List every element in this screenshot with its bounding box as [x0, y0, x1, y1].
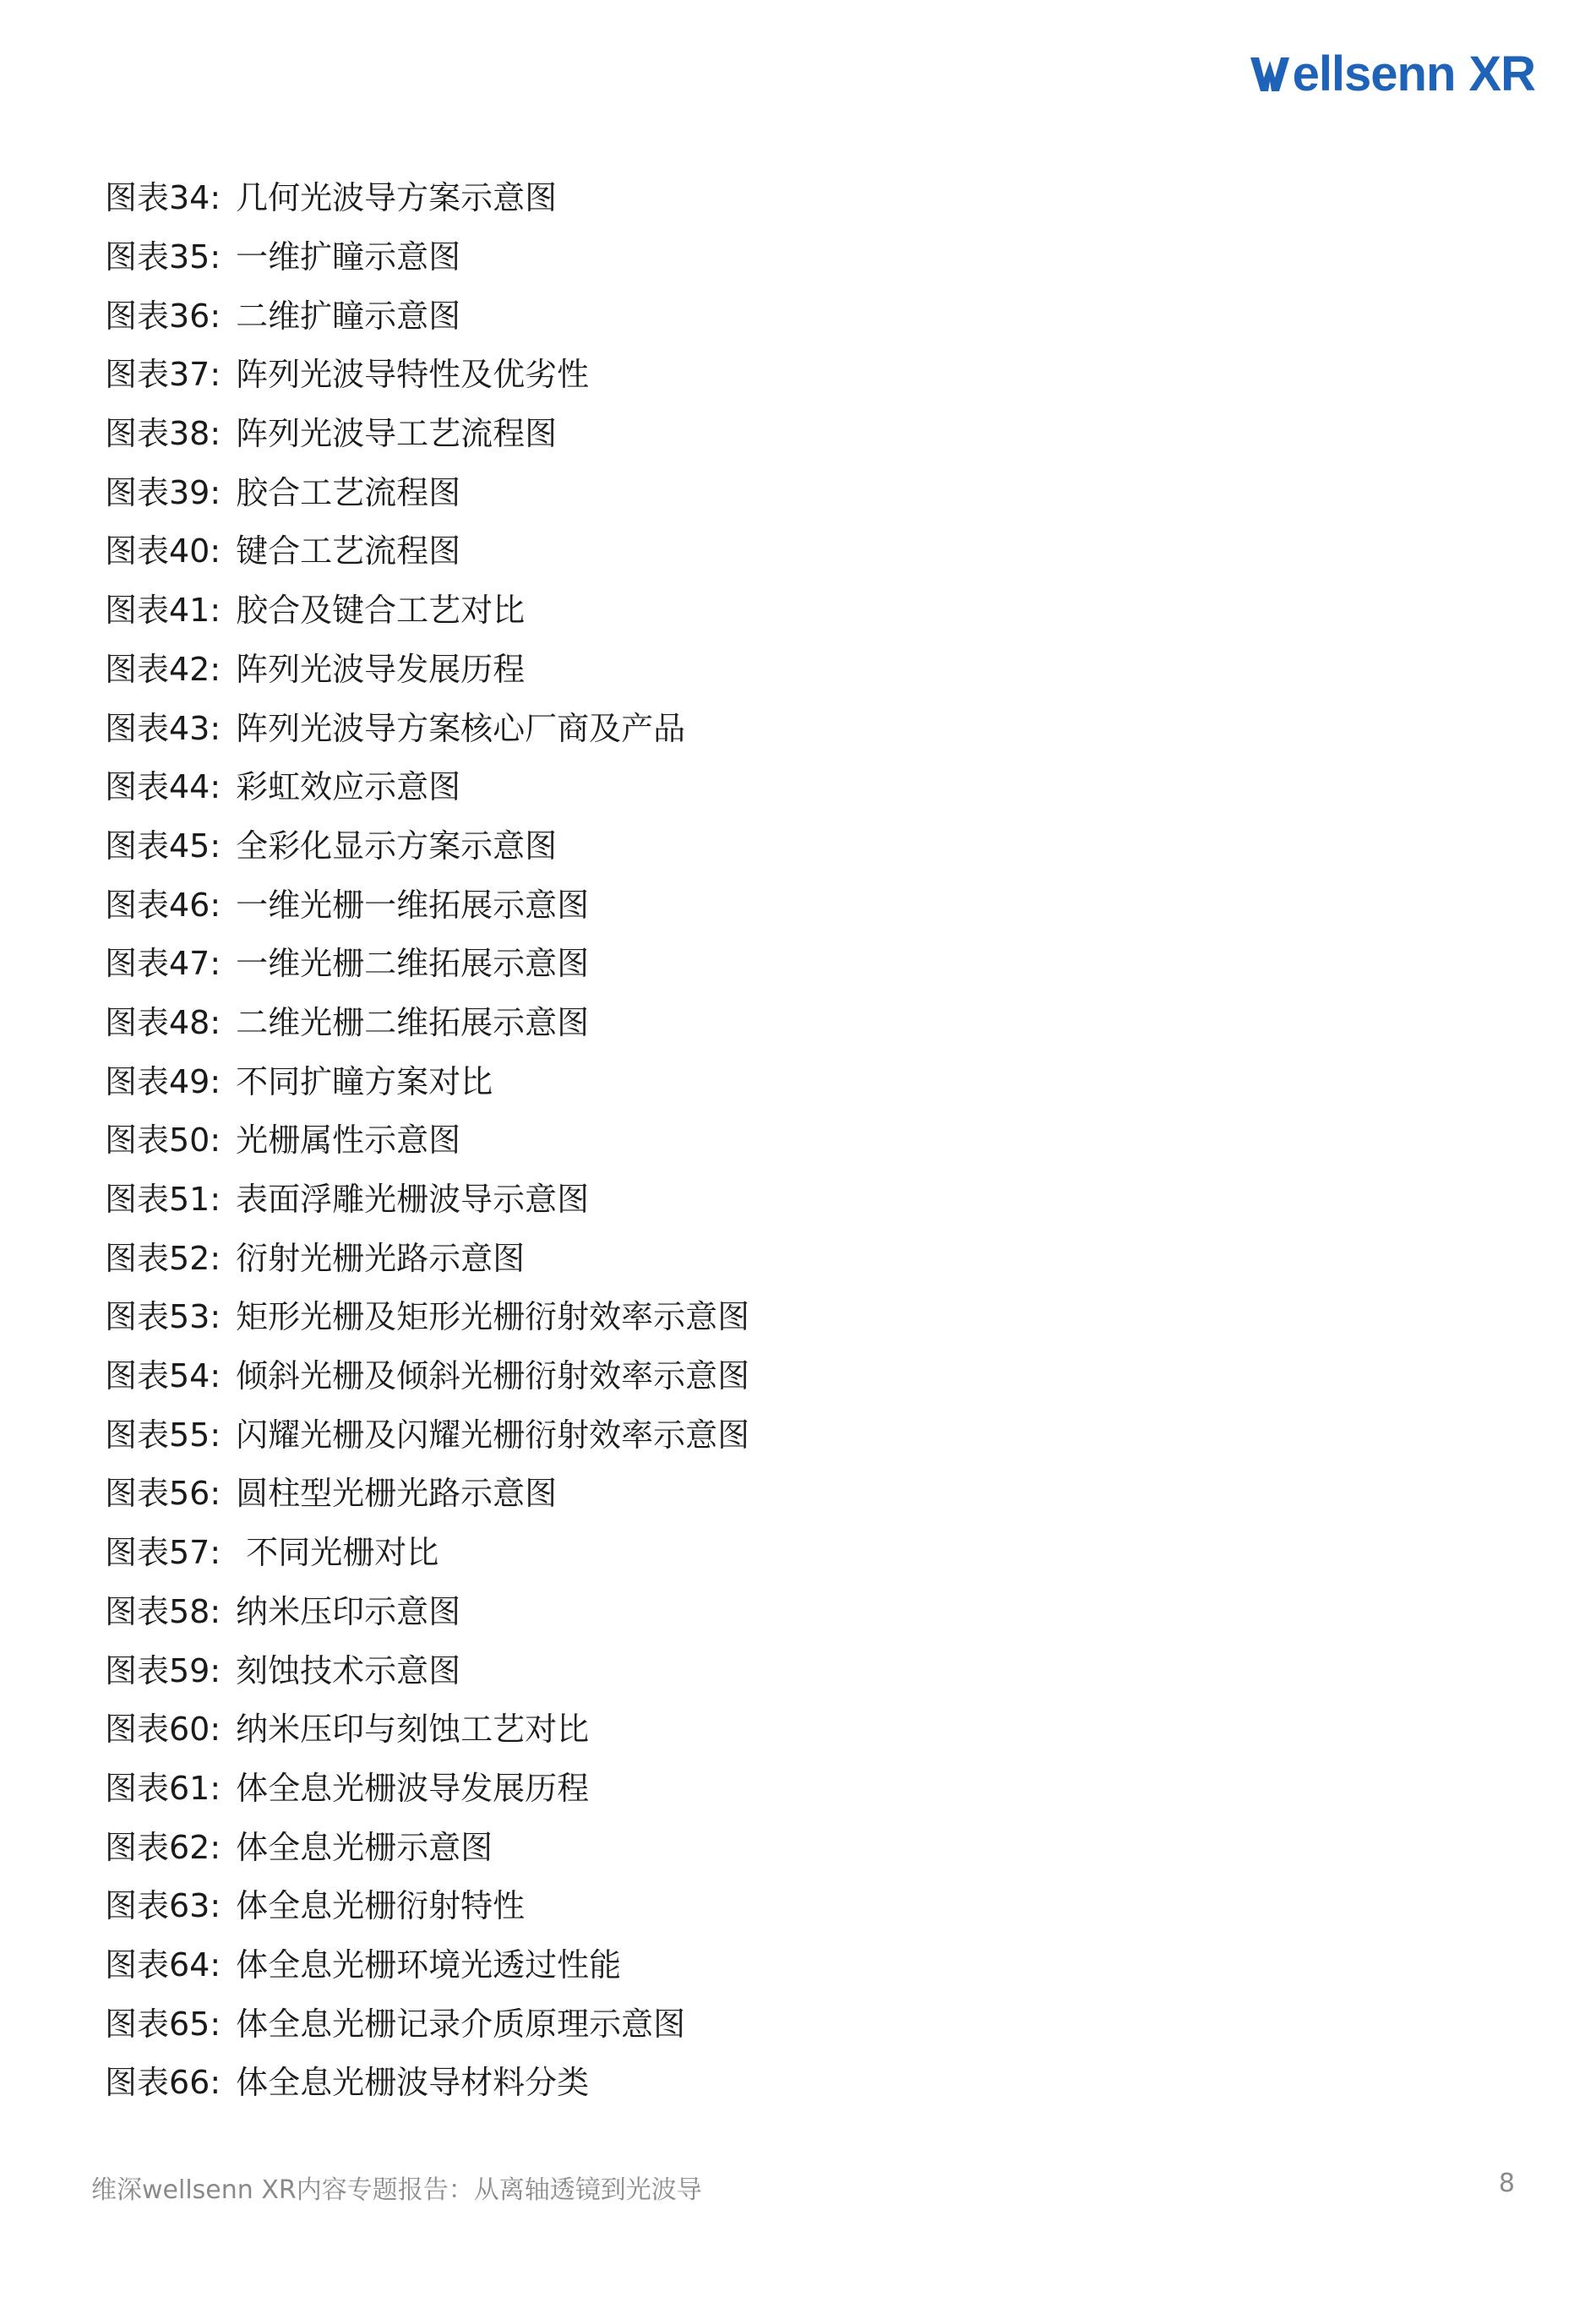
logo-text: ellsenn: [1292, 46, 1456, 101]
figure-list-item: [105, 401, 749, 461]
figure-label: 图表35:: [105, 238, 221, 276]
figure-title: 光栅属性示意图: [236, 1121, 461, 1160]
figure-list-item: [105, 755, 749, 814]
figure-title: 一维光栅一维拓展示意图: [236, 886, 590, 924]
figure-label: 图表52:: [105, 1239, 221, 1277]
figure-label: 图表42:: [105, 650, 221, 688]
figure-label: 图表47:: [105, 945, 221, 983]
figure-list-item: [105, 1815, 749, 1874]
figure-title: 胶合工艺流程图: [236, 473, 461, 511]
figure-list-item: [105, 460, 749, 519]
figure-list-item: [105, 166, 749, 225]
figure-list-item: [105, 1285, 749, 1344]
figure-list-item: [105, 1344, 749, 1403]
figure-list-item: [105, 1402, 749, 1461]
figure-title: 一维光栅二维拓展示意图: [236, 945, 590, 983]
figure-list-item: [105, 1049, 749, 1108]
figure-label: 图表34:: [105, 179, 221, 217]
figure-title: 纳米压印与刻蚀工艺对比: [236, 1711, 590, 1749]
figure-title: 圆柱型光栅光路示意图: [236, 1475, 558, 1513]
figure-list-item: [105, 519, 749, 578]
figure-title: 矩形光栅及矩形光栅衍射效率示意图: [236, 1298, 750, 1336]
figure-list-item: [105, 1461, 749, 1520]
figure-title: 体全息光栅示意图: [236, 1828, 493, 1866]
figure-label: 图表66:: [105, 2064, 221, 2102]
footer-report-title: 维深wellsenn XR内容专题报告：从离轴透镜到光波导: [91, 2175, 702, 2205]
figure-title: 一维扩瞳示意图: [236, 238, 461, 276]
figure-title: 阵列光波导特性及优劣性: [236, 356, 590, 394]
figure-title: 体全息光栅记录介质原理示意图: [236, 2005, 686, 2043]
figure-title: 闪耀光栅及闪耀光栅衍射效率示意图: [236, 1416, 750, 1454]
figure-list-item: [105, 1933, 749, 1992]
figure-title: 纳米压印示意图: [236, 1592, 461, 1630]
figure-list-item: [105, 814, 749, 873]
figure-list-item: [105, 872, 749, 931]
figure-label: 图表64:: [105, 1946, 221, 1984]
figure-list-item: [105, 283, 749, 342]
figure-list-item: [105, 1225, 749, 1285]
figure-label: 图表44:: [105, 768, 221, 806]
figure-title: 表面浮雕光栅波导示意图: [236, 1181, 590, 1219]
figure-label: 图表41:: [105, 592, 221, 630]
page-number: 8: [1498, 2169, 1515, 2198]
figure-label: 图表48:: [105, 1003, 221, 1041]
figure-list-item: [105, 342, 749, 401]
figure-title: 二维光栅二维拓展示意图: [236, 1003, 590, 1041]
figure-label: 图表61:: [105, 1769, 221, 1807]
figure-title: 不同光栅对比: [236, 1534, 439, 1572]
figure-list-item: [105, 1991, 749, 2050]
figure-label: 图表36:: [105, 297, 221, 335]
figure-label: 图表46:: [105, 886, 221, 924]
figure-label: 图表43:: [105, 709, 221, 747]
figure-label: 图表51:: [105, 1181, 221, 1219]
figure-list-item: [105, 1580, 749, 1639]
figure-list: [105, 166, 749, 2109]
figure-title: 不同扩瞳方案对比: [236, 1062, 493, 1100]
figure-title: 全彩化显示方案示意图: [236, 827, 558, 865]
figure-label: 图表45:: [105, 827, 221, 865]
figure-list-item: [105, 1638, 749, 1697]
figure-label: 图表54:: [105, 1357, 221, 1395]
figure-title: 体全息光栅环境光透过性能: [236, 1946, 622, 1984]
figure-list-item: [105, 931, 749, 991]
figure-list-item: [105, 696, 749, 755]
wellsenn-xr-logo: [1249, 44, 1535, 103]
figure-list-item: [105, 1756, 749, 1815]
figure-list-item: [105, 1167, 749, 1226]
figure-label: 图表37:: [105, 356, 221, 394]
figure-title: 胶合及键合工艺对比: [236, 592, 526, 630]
figure-label: 图表59:: [105, 1651, 221, 1689]
figure-title: 体全息光栅衍射特性: [236, 1887, 526, 1925]
figure-title: 阵列光波导工艺流程图: [236, 415, 558, 453]
figure-label: 图表39:: [105, 473, 221, 511]
figure-label: 图表60:: [105, 1711, 221, 1749]
figure-list-item: [105, 991, 749, 1050]
figure-label: 图表53:: [105, 1298, 221, 1336]
figure-list-item: [105, 225, 749, 284]
figure-title: 二维扩瞳示意图: [236, 297, 461, 335]
figure-label: 图表65:: [105, 2005, 221, 2043]
figure-list-item: [105, 1874, 749, 1933]
figure-list-item: [105, 1697, 749, 1756]
figure-label: 图表62:: [105, 1828, 221, 1866]
logo-suffix: XR: [1468, 46, 1535, 101]
figure-title: 倾斜光栅及倾斜光栅衍射效率示意图: [236, 1357, 750, 1395]
figure-title: 键合工艺流程图: [236, 532, 461, 570]
figure-title: 体全息光栅波导发展历程: [236, 1769, 590, 1807]
figure-title: 阵列光波导发展历程: [236, 650, 526, 688]
figure-title: 几何光波导方案示意图: [236, 179, 558, 217]
figure-list-item: [105, 2050, 749, 2109]
logo-w-mark-icon: [1249, 52, 1291, 95]
figure-label: 图表55:: [105, 1416, 221, 1454]
figure-title: 阵列光波导方案核心厂商及产品: [236, 709, 686, 747]
figure-title: 刻蚀技术示意图: [236, 1651, 461, 1689]
figure-title: 体全息光栅波导材料分类: [236, 2064, 590, 2102]
figure-label: 图表50:: [105, 1121, 221, 1160]
figure-title: 衍射光栅光路示意图: [236, 1239, 526, 1277]
figure-label: 图表57:: [105, 1534, 221, 1572]
figure-label: 图表38:: [105, 415, 221, 453]
figure-list-item: [105, 578, 749, 637]
figure-list-item: [105, 637, 749, 696]
figure-list-item: [105, 1520, 749, 1580]
figure-title: 彩虹效应示意图: [236, 768, 461, 806]
figure-list-item: [105, 1108, 749, 1167]
figure-label: 图表56:: [105, 1475, 221, 1513]
figure-label: 图表63:: [105, 1887, 221, 1925]
figure-label: 图表58:: [105, 1592, 221, 1630]
figure-label: 图表40:: [105, 532, 221, 570]
figure-label: 图表49:: [105, 1062, 221, 1100]
